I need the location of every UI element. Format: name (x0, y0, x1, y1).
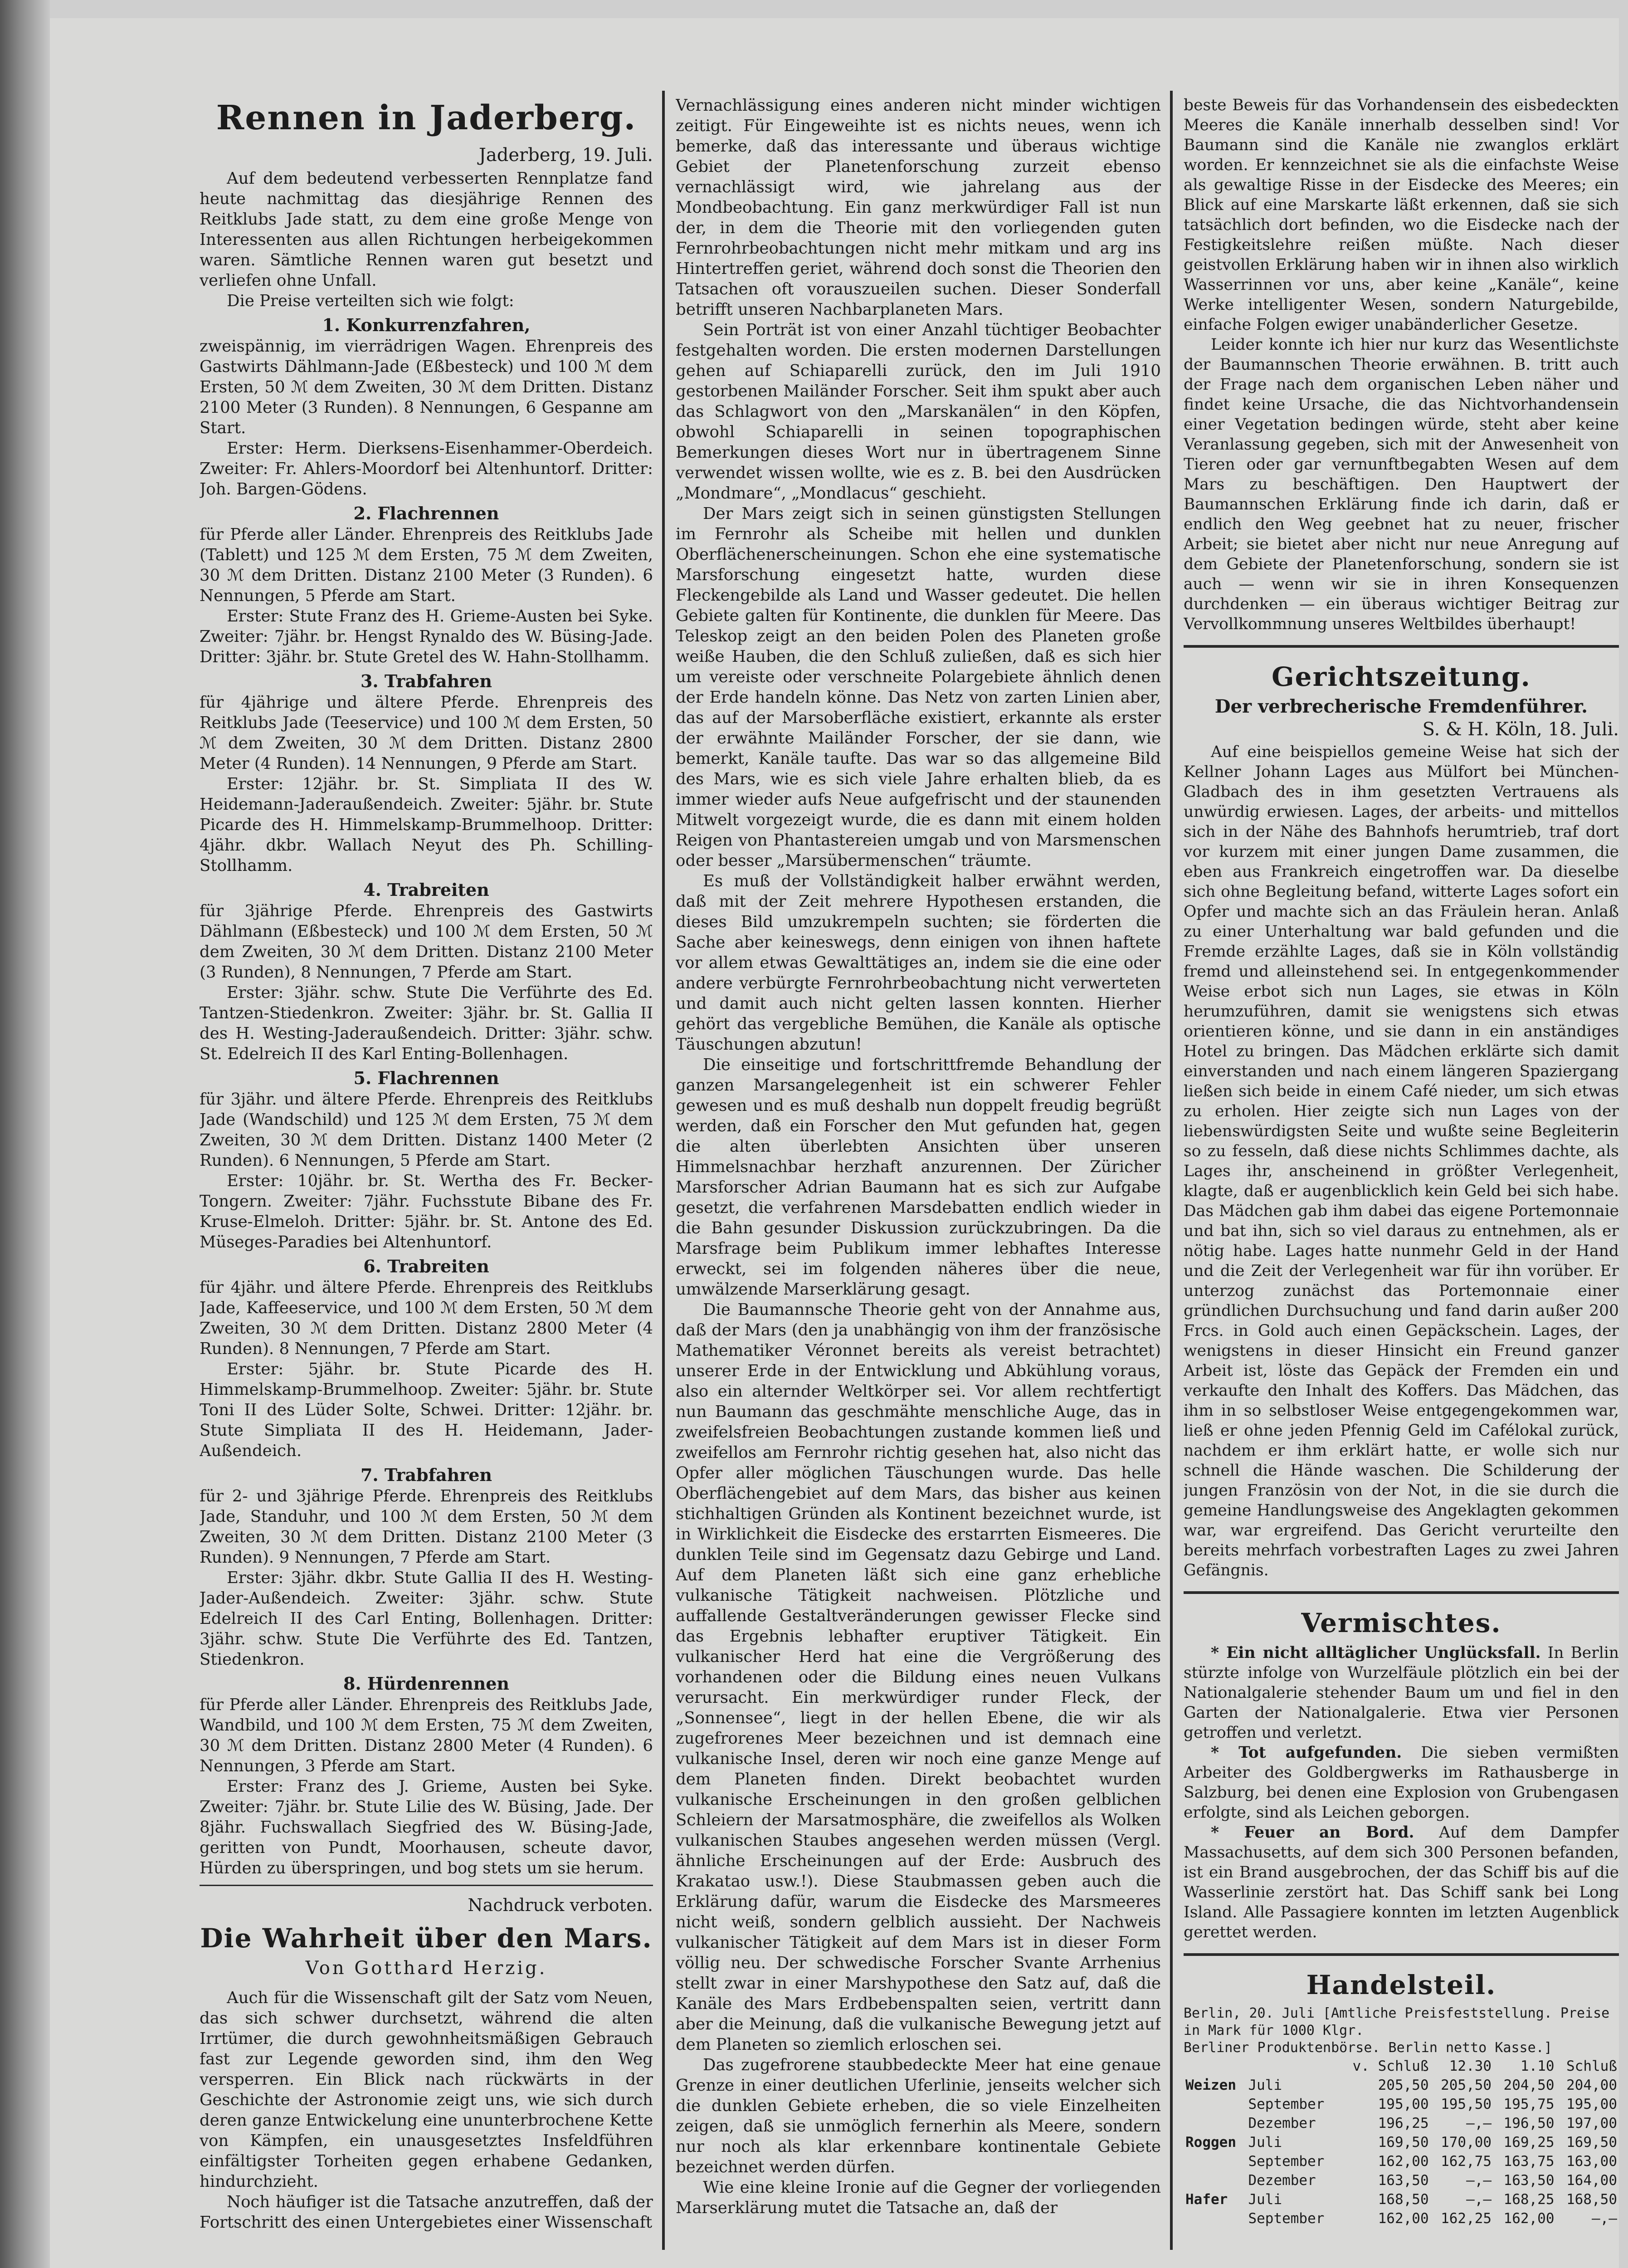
price: 162,25 (1441, 2210, 1492, 2227)
market-place-date: Berlin, 20. Juli (1184, 2005, 1315, 2021)
price: 162,75 (1441, 2153, 1492, 2170)
race-entry (200, 880, 653, 1064)
race-conditions: zweispännig, im vierrädrigen Wagen. Ehrenpreis des Gastwirts Dählmann-Jade (Eßbesteck) und 100 ℳ dem Ersten, 50 ℳ dem Zweiten, 30 ℳ dem Dritten. Distanz 2100 Meter (3 Runden). 8 Nennungen, 6 Gespanne am Start. (200, 337, 653, 437)
column-header: 12.30 (1449, 2058, 1492, 2074)
race-heading: 8. Hürdenrennen (343, 1673, 510, 1694)
price: 205,50 (1441, 2077, 1492, 2093)
price: 204,50 (1503, 2077, 1555, 2093)
race-results: Erster: Franz des J. Grieme, Austen bei Syke. Zweiter: 7jähr. br. Stute Lilie des W. Büsing, Jade. Der 8jähr. Fuchswallach Siegfried des W. Büsing-Jade, geritten von Pundt, Moorhausen, scheute davor, Hürden zu überspringen, und bog stets um sie herum. (200, 1777, 653, 1877)
mars-paragraph: Vernachlässigung eines anderen nicht minder wichtigen zeitigt. Für Eingeweihte ist es nichts neues, wenn ich bemerke, daß das interessante und überaus wichtige Gebiet der Planetenforschung zurzeit ebenso vernachlässigt wird, wie jahrelang aus der Mondbeobachtung. Ein ganz merkwürdiger Fall ist nun der, in dem die Theorie mit den vorliegenden guten Fernrohrbeobachtungen nicht mehr mitkam und arg ins Hintertreffen geriet, während doch sonst die Theorien den Tatsachen oft vorauszueilen suchen. Dieser Sonderfall betrifft unseren Nachbarplaneten Mars. (676, 96, 1161, 319)
race-results: Erster: 12jähr. br. St. Simpliata II des W. Heidemann-Jaderaußendeich. Zweiter: 5jähr. br. Stute Picarde des H. Himmelskamp-Brummelhoop. Dritter: 4jähr. dkbr. Wallach Neyut des Ph. Schilling-Stollhamm. (200, 775, 653, 875)
article-title-mars: Die Wahrheit über den Mars. (200, 1923, 653, 1954)
price: 163,00 (1566, 2153, 1617, 2170)
race-results: Erster: 5jähr. br. Stute Picarde des H. Himmelskamp-Brummelhoop. Zweiter: 5jähr. br. Stute Toni II des Lüder Solte, Schwei. Dritter: 12jähr. br. Stute Simpliata II des H. Heidemann, Jader-Außendeich. (200, 1360, 653, 1460)
price: 164,00 (1566, 2172, 1617, 2189)
commodity: Roggen (1185, 2134, 1236, 2151)
table-row (1184, 2152, 1619, 2171)
race-entry (200, 671, 653, 876)
month: Juli (1248, 2077, 1282, 2093)
market-source: Berliner Produktenbörse. Berlin netto Kasse.] (1184, 2040, 1552, 2056)
author-byline: Von Gotthard Herzig. (305, 1958, 547, 1979)
section-divider (1184, 645, 1619, 648)
month: Dezember (1248, 2172, 1316, 2189)
price: 170,00 (1441, 2134, 1492, 2151)
price: 195,50 (1441, 2096, 1492, 2112)
column-header: 1.10 (1520, 2058, 1555, 2074)
price: 162,00 (1378, 2153, 1429, 2170)
misc-item-head: * Ein nicht alltäglicher Unglücksfall. (1211, 1644, 1541, 1662)
mars-paragraph: Das zugefrorene staubbedeckte Meer hat eine genaue Grenze in einer deutlichen Uferlinie, jenseits welcher sich die dunklen Gebiete erheben, die so viele Einzelheiten zeigen, daß sie unmöglich fernerhin als Meere, sondern nur noch als klar erkennbare kontinentale Gebiete bezeichnet werden dürfen. (676, 2056, 1161, 2176)
market-official-note: [Amtliche Preisfeststellung. Preise in Mark für 1000 Klgr. (1184, 2005, 1610, 2038)
races-prizes-line: Die Preise verteilten sich wie folgt: (227, 292, 514, 310)
price: 196,25 (1378, 2115, 1429, 2131)
race-entry (200, 315, 653, 499)
table-row (1184, 2209, 1619, 2228)
column-2 (676, 95, 1161, 2268)
race-conditions: für Pferde aller Länder. Ehrenpreis des Reitklubs Jade (Tablett) und 125 ℳ dem Ersten, 75 ℳ dem Zweiten, 30 ℳ dem Dritten. Distanz 2100 Meter (3 Runden). 6 Nennungen, 5 Pferde am Start. (200, 525, 653, 605)
race-heading: 1. Konkurrenzfahren, (322, 315, 531, 335)
price: —,— (1466, 2115, 1492, 2131)
price: 168,25 (1503, 2191, 1555, 2208)
price-table (1184, 2057, 1619, 2228)
mars-paragraph: Sein Porträt ist von einer Anzahl tüchtiger Beobachter festgehalten worden. Die ersten modernen Darstellungen gehen auf Schiaparelli zurück, den im Juli 1910 gestorbenen Mailänder Forscher. Seit ihm spukt aber auch das Schlagwort von den „Marskanälen“ in den Köpfen, obwohl Schiaparelli in seinen topographischen Bemerkungen dieses Wort nur in übertragenem Sinne verwendet wissen wollte, wie es z. B. bei den Ausdrücken „Mondmare“, „Mondlacus“ geschieht. (676, 321, 1161, 503)
month: Dezember (1248, 2115, 1316, 2131)
price: 195,00 (1566, 2096, 1617, 2112)
commodity (1184, 2095, 1246, 2114)
price-table-header (1184, 2057, 1619, 2076)
month: September (1248, 2153, 1325, 2170)
mars-paragraph: Die einseitige und fortschrittfremde Behandlung der ganzen Marsangelegenheit ist ein schwerer Fehler gewesen und es muß deshalb nun doppelt freudig begrüßt werden, daß ein Forscher den Mut gefunden hat, gegen die alten überlebten Ansichten über unseren Himmelsnachbar herzhaft anzurennen. Der Züricher Marsforscher Adrian Baumann hat es sich zur Aufgabe gesetzt, die verfahrenen Marsdebatten endlich wieder in die Bahn gesunder Diskussion zurückzubringen. Da die Marsfrage beim Publikum immer lebhaftes Interesse erweckt, sei im folgenden näheres über die neue, umwälzende Marserklärung gesagt. (676, 1056, 1161, 1299)
race-conditions: für 3jährige Pferde. Ehrenpreis des Gastwirts Dählmann (Eßbesteck) und 100 ℳ dem Ersten, 50 ℳ dem Zweiten, 30 ℳ dem Dritten. Distanz 2100 Meter (3 Runden), 8 Nennungen, 7 Pferde am Start. (200, 902, 653, 982)
price: 205,50 (1378, 2077, 1429, 2093)
price: 169,50 (1378, 2134, 1429, 2151)
mars-paragraph: Es muß der Vollständigkeit halber erwähnt werden, daß mit der Zeit mehrere Hypothesen erstanden, die dieses Bild umzukrempeln suchten; sie förderten die Sache aber keineswegs, denn einigen von ihnen haftete vor allem etwas Gewalttätiges an, indem sie die eine oder andere verbürgte Fernrohrbeobachtung nicht verwerteten und damit auch nicht gelten lassen konnten. Hierher gehört das vergebliche Bemühen, die Kanäle als optische Täuschungen abzutun! (676, 872, 1161, 1054)
mars-paragraph: Auch für die Wissenschaft gilt der Satz vom Neuen, das sich schwer durchsetzt, während die alten Irrtümer, die durch gewohnheitsmäßigen Gebrauch fast zur Legende geworden sind, ihm den Weg versperren. Ein Blick nach rückwärts in der Geschichte der Astronomie zeigt uns, wie sich durch deren ganze Entwickelung eine ununterbrochene Kette von Kämpfen, ein unausgesetztes Insfeldführen einfältigster Torheiten gegen erhabene Gedanken, hindurchzieht. (200, 1989, 653, 2191)
price: —,— (1466, 2191, 1492, 2208)
price: 196,50 (1503, 2115, 1555, 2131)
mars-paragraph: beste Beweis für das Vorhandensein des eisbedeckten Meeres die Kanäle innerhalb desselben sind! Vor Baumann sind die Kanäle nie zwanglos erklärt worden. Er kennzeichnet sie als die einfachste Weise als gewaltige Risse in der Eisdecke des Meeres; ein Blick auf eine Marskarte läßt erkennen, daß sie sich tatsächlich dort befinden, wo die Eisdecke nach der Festigkeitslehre reißen müßte. Nach dieser geistvollen Erklärung haben wir in ihnen also wirklich Wasserrinnen vor uns, aber keine „Kanäle“, keine Werke intelligenter Wesen, sondern Naturgebilde, einfache Folgen ewiger unabänderlicher Gesetze. (1184, 96, 1619, 334)
price: 163,50 (1378, 2172, 1429, 2189)
column-header: Schluß (1566, 2058, 1617, 2074)
month: September (1248, 2210, 1325, 2227)
commodity (1184, 2171, 1246, 2190)
month: Juli (1248, 2191, 1282, 2208)
newspaper-page (50, 18, 1619, 2268)
mars-paragraph: Noch häufiger ist die Tatsache anzutreffen, daß der Fortschritt des einen Untergebietes einer Wissenschaft (200, 2193, 653, 2232)
price: 162,00 (1378, 2210, 1429, 2227)
article-title-races: Rennen in Jaderberg. (216, 98, 637, 137)
price: 168,50 (1566, 2191, 1617, 2208)
race-results: Erster: 10jähr. br. St. Wertha des Fr. Becker-Tongern. Zweiter: 7jähr. Fuchsstute Bibane des Fr. Kruse-Elmeloh. Dritter: 5jähr. br. St. Antone des Ed. Müseges-Paradies bei Altenhuntorf. (200, 1172, 653, 1251)
race-entry (200, 1068, 653, 1252)
race-conditions: für Pferde aller Länder. Ehrenpreis des Reitklubs Jade, Wandbild, und 100 ℳ dem Ersten, 75 ℳ dem Zweiten, 30 ℳ dem Dritten. Distanz 2800 Meter (4 Runden). 6 Nennungen, 3 Pferde am Start. (200, 1696, 653, 1775)
commodity: Weizen (1185, 2077, 1236, 2093)
mars-paragraph: Wie eine kleine Ironie auf die Gegner der vorliegenden Marserklärung mutet die Tatsache an, daß der (676, 2178, 1161, 2217)
mars-paragraph: Der Mars zeigt sich in seinen günstigsten Stellungen im Fernrohr als Scheibe mit hellen und dunklen Oberflächenerscheinungen. Schon ehe eine systematische Marsforschung eingesetzt hatte, wurden diese Fleckengebilde als Land und Wasser gedeutet. Die hellen Gebiete galten für Kontinente, die dunklen für Meere. Das Teleskop zeigt an den beiden Polen des Planeten große weiße Hauben, die den Schluß zuließen, daß es sich hier um vereiste oder verschneite Polargebiete ähnlich denen der Erde handeln könne. Das Netz von zarten Linien aber, das auf der Marsoberfläche existiert, erkannte als erster der erwähnte Mailänder Forscher, der sie dann, wie bemerkt, Kanäle taufte. Das war so das allgemeine Bild des Mars, wie es sich viele Jahre erhalten blieb, da es immer wieder aufs Neue aufgefrischt und der staunenden Mitwelt vorgezeigt wurde, die es dann mit einem holden Reigen von Phantastereien umgab und von Marsmenschen oder besser „Marsübermenschen“ träumte. (676, 504, 1161, 870)
market-report (1184, 2005, 1619, 2228)
section-title-court: Gerichtszeitung. (1272, 661, 1531, 692)
price: —,— (1592, 2210, 1617, 2227)
reprint-note: Nachdruck verboten. (468, 1895, 653, 1915)
court-subheading: Der verbrecherische Fremdenführer. (1214, 696, 1588, 717)
price: 163,75 (1503, 2153, 1555, 2170)
dateline-races: Jaderberg, 19. Juli. (478, 145, 653, 166)
price: 169,50 (1566, 2134, 1617, 2151)
month: September (1248, 2096, 1325, 2112)
month: Juli (1248, 2134, 1282, 2151)
race-entry (200, 1465, 653, 1670)
misc-item (1184, 1823, 1619, 1942)
price: 169,25 (1503, 2134, 1555, 2151)
table-row (1184, 2133, 1619, 2152)
commodity (1184, 2114, 1246, 2133)
race-entry (200, 1256, 653, 1461)
section-title-trade: Handelsteil. (1306, 1970, 1496, 2000)
race-results: Erster: 3jähr. dkbr. Stute Gallia II des H. Westing-Jader-Außendeich. Zweiter: 3jähr. schw. Stute Edelreich II des Carl Enting, Bollenhagen. Dritter: 3jähr. schw. Stute Die Verführte des Ed. Tantzen, Stiedenkron. (200, 1569, 653, 1669)
race-results: Erster: Herm. Dierksens-Eisenhammer-Oberdeich. Zweiter: Fr. Ahlers-Moordorf bei Altenhuntorf. Dritter: Joh. Bargen-Gödens. (200, 439, 653, 499)
section-divider (200, 1885, 653, 1886)
misc-item-text: In Berlin stürzte infolge von Wurzelfäule plötzlich ein bei der Nationalgalerie stehender Baum um und fiel in den Garten der Nationalgalerie. Etwa vier Personen getroffen und verletzt. (1184, 1644, 1619, 1742)
table-row (1184, 2095, 1619, 2114)
table-row (1184, 2190, 1619, 2209)
misc-item-head: * Feuer an Bord. (1211, 1823, 1414, 1842)
column-header: v. Schluß (1352, 2058, 1429, 2074)
race-entry (200, 1673, 653, 1878)
misc-item (1184, 1643, 1619, 1743)
misc-item-text: Auf dem Dampfer Massachusetts, auf dem sich 300 Personen befanden, ist ein Brand ausgebrochen, der das Schiff bis auf die Wasserlinie zerstört hat. Das Schiff sank bei Long Island. Alle Passagiere konnten im letzten Augenblick gerettet werden. (1184, 1823, 1619, 1941)
table-row (1184, 2076, 1619, 2095)
race-conditions: für 4jährige und ältere Pferde. Ehrenpreis des Reitklubs Jade (Teeservice) und 100 ℳ dem Ersten, 50 ℳ dem Zweiten, 30 ℳ dem Dritten. Distanz 2800 Meter (4 Runden). 14 Nennungen, 9 Pferde am Start. (200, 693, 653, 773)
race-entry (200, 503, 653, 667)
price: 195,00 (1378, 2096, 1429, 2112)
column-rule (662, 91, 665, 2250)
price: 195,75 (1503, 2096, 1555, 2112)
race-heading: 3. Trabfahren (360, 671, 492, 691)
page-edge-shadow (0, 0, 50, 2268)
price: 197,00 (1566, 2115, 1617, 2131)
court-paragraph: Auf eine beispiellos gemeine Weise hat sich der Kellner Johann Lages aus Mülfort bei München-Gladbach des in ihm gesetzten Vertrauens als unwürdig erwiesen. Lages, der arbeits- und mittellos sich in der Nähe des Bahnhofs herumtrieb, traf dort vor kurzem mit einer jungen Dame zusammen, die eben aus Frankreich eingetroffen war. Da dieselbe sich ohne Begleitung befand, witterte Lages sofort ein Opfer und machte sich an das Fräulein heran. Anlaß zu einer Unterhaltung war bald gefunden und die Fremde erzählte Lages, daß sie in Köln vollständig fremd und alleinstehend sei. In entgegenkommender Weise erbot sich nun Lages, sie etwas in Köln herumzuführen, damit sie wenigstens sich etwas orientieren könne, und sie dann in ein anständiges Hotel zu bringen. Das Mädchen erklärte sich damit einverstanden und nach einem längeren Spaziergang ließen sich beide in einem Café nieder, um sich etwas zu erholen. Hier zeigte sich nun Lages von der liebenswürdigsten Seite und wußte seine Begleiterin so zu fesseln, daß diese nichts Schlimmes dachte, als Lages ihr, anscheinend in größter Verlegenheit, klagte, daß er augenblicklich kein Geld bei sich habe. Das Mädchen gab ihm dabei das eigene Portemonnaie und bat ihn, sich so viel daraus zu entnehmen, als er nötig habe. Lages hatte nunmehr Geld in der Hand und die Zeit der Verlegenheit war für ihn vorüber. Er unterzog zunächst das Portemonnaie einer gründlichen Durchsuchung und fand darin außer 200 Frcs. in Gold auch einen Gepäckschein. Lages, der wenigstens in dieser Hinsicht ein Freund ganzer Arbeit ist, löste das Gepäck der Fremden ein und verkaufte den Inhalt des Koffers. Das Mädchen, das ihm in so selbstloser Weise entgegengekommen war, ließ er ohne jeden Pfennig Geld im Cafélokal zurück, nachdem er ihm erklärt hatte, er wolle sich nur schnell die Hände waschen. Die Schilderung der jungen Französin von der Not, in die sie durch die gemeine Handlungsweise des Angeklagten gekommen war, war ergreifend. Das Gericht verurteilte den bereits mehrfach vorbestraften Lages zu zwei Jahren Gefängnis. (1184, 743, 1619, 1579)
commodity: Hafer (1185, 2191, 1228, 2208)
section-divider (1184, 1953, 1619, 1956)
market-heading (1184, 2005, 1619, 2057)
race-heading: 7. Trabfahren (360, 1465, 492, 1485)
price: 204,00 (1566, 2077, 1617, 2093)
table-row (1184, 2171, 1619, 2190)
misc-item (1184, 1743, 1619, 1823)
commodity (1184, 2209, 1246, 2228)
race-heading: 2. Flachrennen (353, 503, 499, 523)
race-conditions: für 3jähr. und ältere Pferde. Ehrenpreis des Reitklubs Jade (Wandschild) und 125 ℳ dem Ersten, 75 ℳ dem Zweiten, 30 ℳ dem Dritten. Distanz 1400 Meter (2 Runden). 6 Nennungen, 5 Pferde am Start. (200, 1090, 653, 1170)
price: —,— (1466, 2172, 1492, 2189)
mars-paragraph: Die Baumannsche Theorie geht von der Annahme aus, daß der Mars (den ja unabhängig von ihm der französische Mathematiker Véronnet bereits als vereist betrachtet) unserer Erde in der Entwicklung und Abkühlung voraus, also ein alternder Weltkörper sei. Vor allem rechtfertigt nun Baumann das geschmähte menschliche Auge, das in zweifelsfreien Beobachtungen zustande kommen ließ und zweifellos am Fernrohr richtig gesehen hat, also nicht das Opfer aller möglichen Täuschungen wurde. Das helle Oberflächengebiet auf dem Mars, das bisher aus keinen stichhaltigen Gründen als Kontinent bezeichnet wurde, ist in Wirklichkeit die Eisdecke des erstarrten Eismeeres. Die dunklen Teile sind im Gegensatz dazu Gebirge und Land. Auf dem Planeten läßt sich eine ganz erhebliche vulkanische Tätigkeit nachweisen. Plötzliche und auffallende Gestaltveränderungen gewisser Flecke sind das Ergebnis lebhafter eruptiver Tätigkeit. Ein vulkanischer Herd hat eine die Vergrößerung des vorhandenen oder die Bildung eines neuen Vulkans verursacht. Ein merkwürdiger runder Fleck, der „Sonnensee“, liegt in der hellen Ebene, die wir als zugefrorenes Meer bezeichnen und ist demnach eine vulkanische Insel, deren wir noch eine ganze Menge auf dem Planeten finden. Direkt beobachtet wurden vulkanische Erscheinungen in den großen gelblichen Schleiern der Marsatmosphäre, die zweifellos als Wolken vulkanischen Staubes angesehen werden müssen (Vergl. ähnliche Erscheinungen auf der Erde: Ausbruch des Krakatao usw.!). Diese Staubmassen geben auch die Erklärung dafür, warum die Eisdecke des Marsmeeres nicht weiß, sondern gelblich aussieht. Der Nachweis vulkanischer Tätigkeit auf dem Mars ist in dieser Form völlig neu. Der schwedische Forscher Svante Arrhenius stellt zwar in einer Marshypothese den Satz auf, daß die Kanäle des Mars Erdbebenspalten seien, vertritt dann aber die Meinung, daß die vulkanische Bewegung jetzt auf dem Planeten so ziemlich erloschen sei. (676, 1300, 1161, 2054)
races-intro: Auf dem bedeutend verbesserten Rennplatze fand heute nachmittag das diesjährige Rennen des Reitklubs Jade statt, zu dem eine große Menge von Interessenten aus allen Richtungen herbeigekommen waren. Sämtliche Rennen waren gut besetzt und verliefen ohne Unfall. (200, 169, 653, 290)
column-3 (1184, 95, 1619, 2268)
misc-item-text: Die sieben vermißten Arbeiter des Goldbergwerks im Rathausberge in Salzburg, bei denen eine Explosion von Grubengasen erfolgte, sind als Leichen geborgen. (1184, 1744, 1619, 1822)
column-1 (200, 95, 653, 2268)
race-conditions: für 2- und 3jährige Pferde. Ehrenpreis des Reitklubs Jade, Standuhr, und 100 ℳ dem Ersten, 50 ℳ dem Zweiten, 30 ℳ dem Dritten. Distanz 2100 Meter (3 Runden). 9 Nennungen, 7 Pferde am Start. (200, 1487, 653, 1567)
table-row (1184, 2114, 1619, 2133)
race-results: Erster: Stute Franz des H. Grieme-Austen bei Syke. Zweiter: 7jähr. br. Hengst Rynaldo des W. Büsing-Jade. Dritter: 3jähr. br. Stute Gretel des W. Hahn-Stollhamm. (200, 607, 653, 666)
price: 168,50 (1378, 2191, 1429, 2208)
race-heading: 6. Trabreiten (363, 1256, 489, 1276)
commodity (1184, 2152, 1246, 2171)
section-title-misc: Vermischtes. (1301, 1608, 1501, 1638)
column-rule (1170, 91, 1173, 2250)
race-heading: 4. Trabreiten (363, 880, 489, 900)
mars-paragraph: Leider konnte ich hier nur kurz das Wesentlichste der Baumannschen Theorie erwähnen. B. tritt auch der Frage nach dem organischen Leben näher und findet keine Ursache, die das Nichtvorhandensein einer Vegetation bedingen würde, steht aber keine Veranlassung gegeben, sich mit der Anwesenheit von Tieren oder gar vernunftbegabten Wesen auf dem Mars zu beschäftigen. Den Hauptwert der Baumannschen Erklärung finde ich darin, daß er endlich den Weg geebnet hat zu neuer, frischer Arbeit; sie bietet aber nicht nur neue Anregung auf dem Gebiete der Planetenforschung, sondern sie ist auch — wenn wir sie in ihren Konsequenzen durchdenken — ein überaus wichtiger Beitrag zur Vervollkommnung unseres Weltbildes überhaupt! (1184, 336, 1619, 633)
misc-item-head: * Tot aufgefunden. (1211, 1744, 1402, 1762)
race-results: Erster: 3jähr. schw. Stute Die Verführte des Ed. Tantzen-Stiedenkron. Zweiter: 3jähr. br. St. Gallia II des H. Westing-Jaderaußendeich. Dritter: 3jähr. schw. St. Edelreich II des Karl Enting-Bollenhagen. (200, 983, 653, 1063)
section-divider (1184, 1591, 1619, 1594)
price: 163,50 (1503, 2172, 1555, 2189)
race-heading: 5. Flachrennen (353, 1068, 499, 1088)
price: 162,00 (1503, 2210, 1555, 2227)
dateline-court: S. & H. Köln, 18. Juli. (1422, 719, 1619, 740)
race-conditions: für 4jähr. und ältere Pferde. Ehrenpreis des Reitklubs Jade, Kaffeeservice, und 100 ℳ dem Ersten, 50 ℳ dem Zweiten, 30 ℳ dem Dritten. Distanz 2800 Meter (4 Runden). 8 Nennungen, 7 Pferde am Start. (200, 1278, 653, 1358)
